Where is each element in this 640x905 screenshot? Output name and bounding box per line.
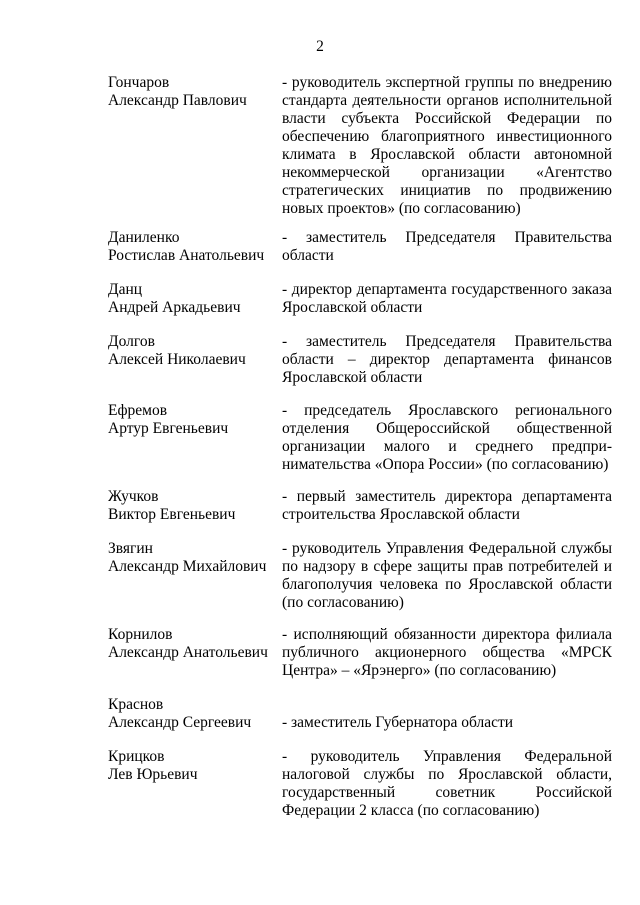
member-role: - руководитель Управления Федеральной службы по надзору в сфере защиты прав потребителей и благополучия человека по Ярославской области (по согласованию) (282, 540, 612, 611)
member-role: - директор департамента государственного заказа Ярославской области (282, 281, 612, 316)
member-role: - первый заместитель директора департамента строительства Ярославской области (282, 488, 612, 523)
page-number: 2 (316, 38, 324, 55)
member-role: - заместитель Губернатора области (282, 714, 514, 731)
member-name: Даниленко Ростислав Анатольевич (108, 229, 265, 264)
member-name: Долгов Алексей Николаевич (108, 333, 246, 368)
member-entry-goncharov (108, 74, 612, 217)
member-name: Жучков Виктор Евгеньевич (108, 488, 236, 523)
member-name: Гончаров Александр Павлович (108, 74, 247, 109)
member-name: Звягин Александр Михайлович (108, 540, 267, 575)
member-name: Ефремов Артур Евгеньевич (108, 402, 229, 437)
member-role: - председатель Ярославского регионального отделения Общероссийской общественной организации малого и среднего предпри-нимательства «Опора России» (по согласованию) (282, 402, 612, 473)
member-role: - заместитель Председателя Правительства области (282, 229, 612, 264)
member-name: Краснов Александр Сергеевич (108, 696, 252, 731)
member-role: - руководитель Управления Федеральной налоговой службы по Ярославской области, государственный советник Российской Федерации 2 класса (по согласованию) (282, 748, 612, 819)
member-role: - исполняющий обязанности директора филиала публичного акционерного общества «МРСК Центра» – «Ярэнерго» (по согласованию) (282, 626, 612, 679)
member-name: Корнилов Александр Анатольевич (108, 626, 268, 661)
member-entry-kritskov (108, 748, 612, 888)
member-name: Крицков Лев Юрьевич (108, 748, 198, 783)
member-role: - заместитель Председателя Правительства области – директор департамента финансов Ярославской области (282, 333, 612, 386)
member-role: - руководитель экспертной группы по внедрению стандарта деятельности органов исполнительной власти субъекта Российской Федерации по обеспечению благоприятного инвестиционного климата в Ярославской области автономной некоммерческой организации «Агентство стратегических инициатив по продвижению новых проектов» (по согласованию) (282, 74, 612, 217)
member-name: Данц Андрей Аркадьевич (108, 281, 241, 316)
